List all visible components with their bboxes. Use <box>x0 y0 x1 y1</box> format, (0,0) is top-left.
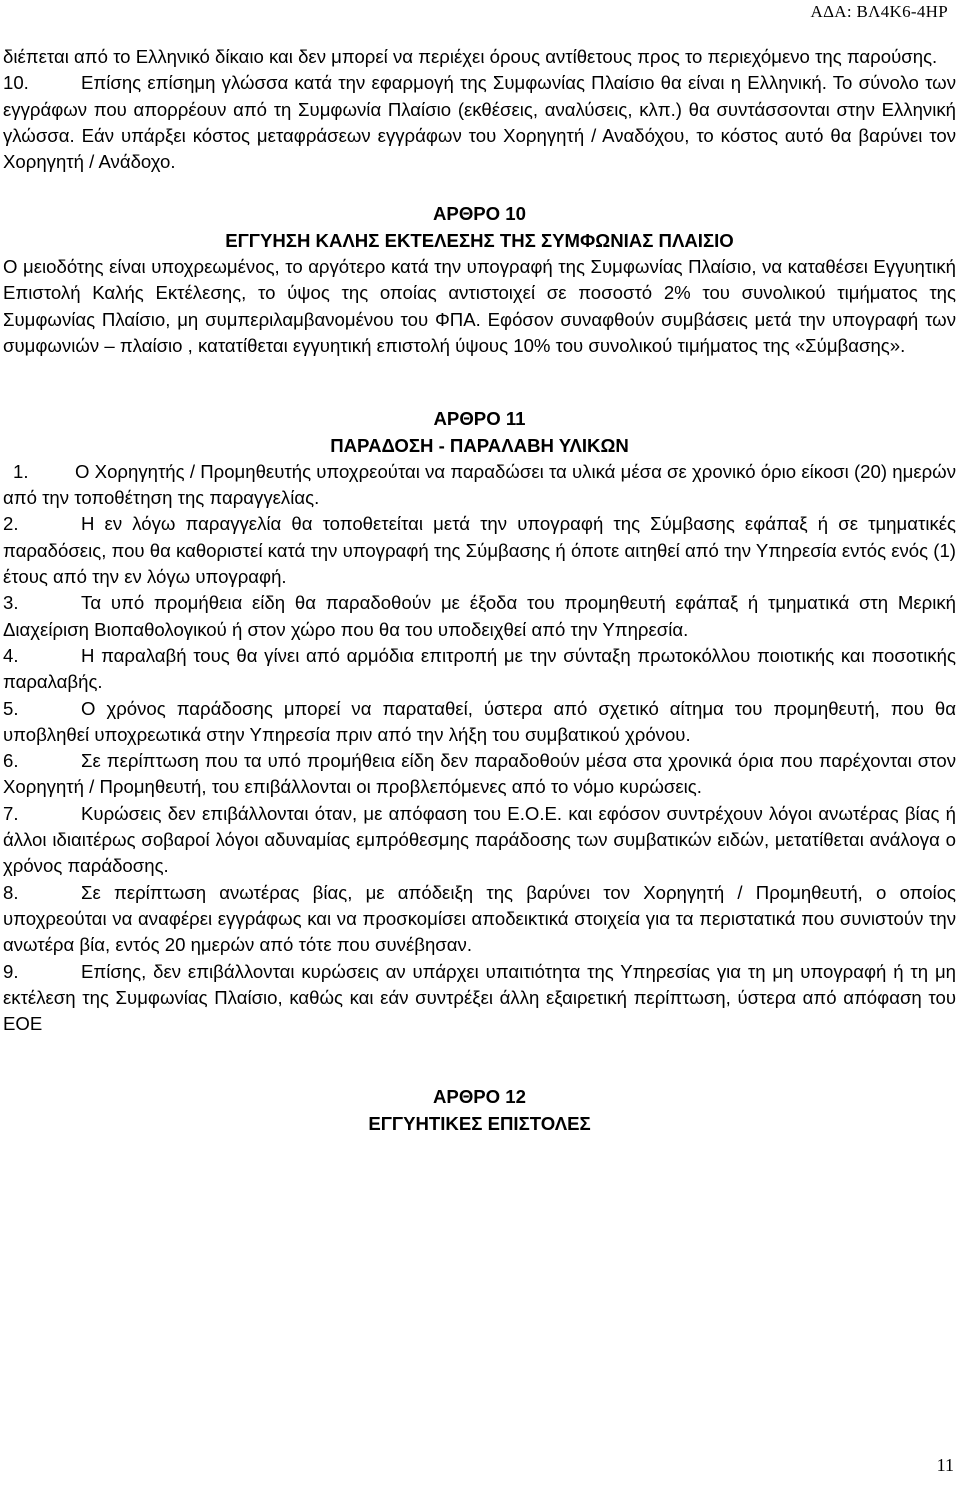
list-item <box>3 959 956 1038</box>
page-number: 11 <box>936 1455 954 1475</box>
article-12-heading: ΑΡΘΡΟ 12 <box>432 1086 526 1108</box>
list-item-number: 5. <box>3 697 19 719</box>
item-10-text: Επίσης επίσημη γλώσσα κατά την εφαρμογή της Συμφωνίας Πλαίσιο θα είναι η Ελληνική. Το σύνολο των εγγράφων που απορρέουν από τη Συμφωνία Πλαίσιο (εκθέσεις, αναλύσεις, κλπ.) θα συντάσσονται στην Ελληνική γλώσσα. Εάν υπάρξει κόστος μεταφράσεων εγγράφων του Χορηγητή / Αναδόχου, το κόστος αυτό θα βαρύνει τον Χορηγητή / Ανάδοχο. <box>3 72 956 173</box>
item-10-number: 10. <box>3 72 29 94</box>
list-item-number: 4. <box>3 644 19 666</box>
ada-code: ΑΔΑ: ΒΛ4Κ6-4ΗΡ <box>810 2 948 21</box>
article-10-body: Ο μειοδότης είναι υποχρεωμένος, το αργότερο κατά την υπογραφή της Συμφωνίας Πλαίσιο, να καταθέσει Εγγυητική Επιστολή Καλής Εκτέλεσης, το ύψος της οποίας αντιστοιχεί σε ποσοστό 2% του συνολικού τιμήματος της Συμφωνίας Πλαίσιο, μη συμπεριλαμβανομένου του ΦΠΑ. Εφόσον συναφθούν συμβάσεις μετά την υπογραφή των συμφωνιών – πλαίσιο , κατατίθεται εγγυητική επιστολή ύψους 10% του συνολικού τιμήματος της «Σύμβασης». <box>3 256 956 356</box>
list-item-text: Σε περίπτωση ανωτέρας βίας, με απόδειξη της βαρύνει τον Χορηγητή / Προμηθευτή, ο οποίος υποχρεούται να αναφέρει εγγράφως και να προσκομίσει αποδεικτικά στοιχεία για τα περιστατικά που συνιστούν την ανωτέρα βία, εντός 20 ημερών από τότε που συνέβησαν. <box>3 881 956 956</box>
item-10-paragraph <box>3 70 956 175</box>
continuation-paragraph: διέπεται από το Ελληνικό δίκαιο και δεν μπορεί να περιέχει όρους αντίθετους προς το περιεχόμενο της παρούσης. <box>3 46 938 67</box>
list-item <box>3 459 956 512</box>
list-item-text: Τα υπό προμήθεια είδη θα παραδοθούν με έξοδα του προμηθευτή εφάπαξ ή τμηματικά στη Μερική Διαχείριση Βιοπαθολογικού ή στον χώρο που θα του υποδειχθεί από την Υπηρεσία. <box>3 592 956 640</box>
list-item <box>3 643 956 696</box>
list-item-number: 3. <box>3 592 19 614</box>
list-item <box>3 511 956 590</box>
article-11-title: ΠΑΡΑΔΟΣΗ - ΠΑΡΑΛΑΒΗ ΥΛΙΚΩΝ <box>330 434 629 456</box>
list-item-number: 2. <box>3 513 19 535</box>
list-item-text: Ο χρόνος παράδοσης μπορεί να παραταθεί, ύστερα από σχετικό αίτημα του προμηθευτή, που θα υποβληθεί υποχρεωτικά στην Υπηρεσία πριν από την λήξη του συμβατικού χρόνου. <box>3 697 956 745</box>
list-item <box>3 696 956 749</box>
list-item-text: Κυρώσεις δεν επιβάλλονται όταν, με απόφαση του Ε.Ο.Ε. και εφόσον συντρέχουν λόγοι ανωτέρας βίας ή άλλοι ιδιαιτέρως σοβαροί λόγοι αδυναμίας εμπρόθεσμης παράδοσης των συμβατικών ειδών, μετατίθεται ανάλογα ο χρόνος παράδοσης. <box>3 802 956 877</box>
list-item-number: 1. <box>13 460 29 482</box>
article-10-title: ΕΓΓΥΗΣΗ ΚΑΛΗΣ ΕΚΤΕΛΕΣΗΣ ΤΗΣ ΣΥΜΦΩΝΙΑΣ ΠΛΑΙΣΙΟ <box>225 229 734 251</box>
list-item-text: Σε περίπτωση που τα υπό προμήθεια είδη δεν παραδοθούν μέσα στα χρονικά όρια που παρέχονται στον Χορηγητή / Προμηθευτή, του επιβάλλονται οι προβλεπόμενες από το νόμο κυρώσεις. <box>3 750 956 798</box>
list-item-text: Η εν λόγω παραγγελία θα τοποθετείται μετά την υπογραφή της Σύμβασης εφάπαξ ή σε τμηματικές παραδόσεις, που θα καθοριστεί κατά την υπογραφή της Σύμβασης ή όποτε αιτηθεί από την Υπηρεσία εντός ενός (1) έτους από την εν λόγω υπογραφή. <box>3 513 956 588</box>
list-item-text: Η παραλαβή τους θα γίνει από αρμόδια επιτροπή με την σύνταξη πρωτοκόλλου ποιοτικής και ποσοτικής παραλαβής. <box>3 644 956 693</box>
article-11-heading: ΑΡΘΡΟ 11 <box>433 408 526 430</box>
list-item-number: 7. <box>3 802 19 824</box>
list-item <box>3 801 956 880</box>
list-item <box>3 590 956 643</box>
list-item <box>3 748 956 801</box>
list-item-number: 9. <box>3 960 19 982</box>
list-item <box>3 880 956 959</box>
list-item-number: 8. <box>3 881 19 903</box>
list-item-text: Ο Χορηγητής / Προμηθευτής υποχρεούται να παραδώσει τα υλικά μέσα σε χρονικό όριο είκοσι (20) ημερών από την τοποθέτηση της παραγγελίας. <box>3 460 956 509</box>
article-10-heading: ΑΡΘΡΟ 10 <box>432 203 526 225</box>
document-body <box>3 44 956 1137</box>
article-12-title: ΕΓΓΥΗΤΙΚΕΣ ΕΠΙΣΤΟΛΕΣ <box>368 1112 591 1134</box>
list-item-number: 6. <box>3 750 19 772</box>
list-item-text: Επίσης, δεν επιβάλλονται κυρώσεις αν υπάρχει υπαιτιότητα της Υπηρεσίας για τη μη υπογραφή ή τη μη εκτέλεση της Συμφωνίας Πλαίσιο, καθώς και εάν συντρέξει άλλη εξαιρετική περίπτωση, ύστερα από απόφαση του ΕΟΕ <box>3 960 956 1035</box>
